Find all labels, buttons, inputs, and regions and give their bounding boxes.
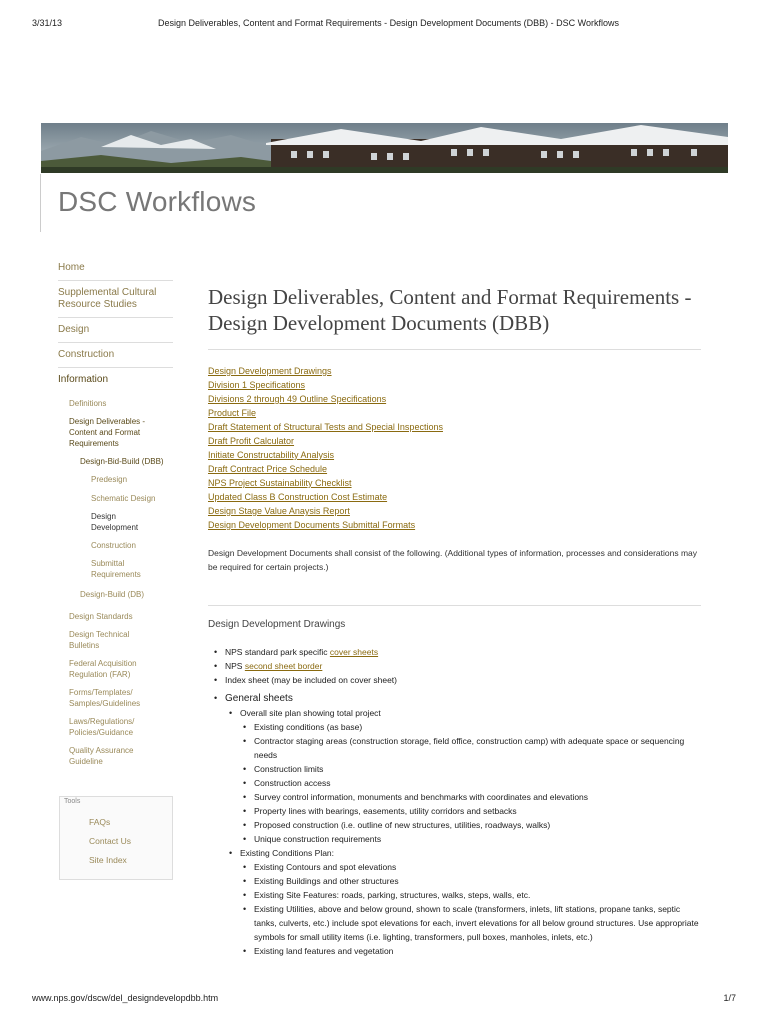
link-class-b-cost-estimate[interactable]: Updated Class B Construction Cost Estimate	[208, 492, 388, 502]
print-title: Design Deliverables, Content and Format Requirements - Design Development Documents (DBB) - DSC Workflows	[158, 18, 620, 28]
tools-faqs[interactable]: FAQs	[89, 817, 111, 827]
nav-design-build[interactable]: Design-Build (DB)	[80, 590, 145, 599]
section-links	[208, 364, 701, 532]
link-constructability-analysis[interactable]: Initiate Constructability Analysis	[208, 450, 335, 460]
drawings-list	[208, 645, 701, 958]
nav-design-technical-bulletins[interactable]: Design Technical Bulletins	[69, 630, 130, 650]
print-page-number: 1/7	[723, 993, 736, 1003]
list-item	[240, 706, 701, 846]
list-item: • Property lines with bearings, easements, utility corridors and setbacks	[254, 804, 701, 818]
list-item: • Contractor staging areas (construction storage, field office, construction camp) with adequate space or sequencing needs	[254, 734, 701, 762]
nav-design-deliverables[interactable]: Design Deliverables - Content and Format Requirements	[69, 417, 146, 448]
link-contract-price-schedule[interactable]: Draft Contract Price Schedule	[208, 464, 328, 474]
link-draft-profit-calculator[interactable]: Draft Profit Calculator	[208, 436, 295, 446]
site-title[interactable]: DSC Workflows	[58, 186, 257, 217]
nav-submittal-requirements[interactable]: Submittal Requirements	[91, 559, 141, 579]
nav-supplemental-cultural[interactable]: Supplemental Cultural Resource Studies	[58, 287, 173, 318]
general-sheets-text: General sheets	[225, 693, 293, 704]
link-design-development-drawings[interactable]: Design Development Drawings	[208, 366, 332, 376]
list-item: • Existing Contours and spot elevations	[254, 860, 701, 874]
nav-dbb[interactable]: Design-Bid-Build (DBB)	[80, 457, 164, 466]
nav-construction[interactable]: Construction	[58, 349, 173, 368]
list-item	[225, 691, 701, 958]
nav-laws-regulations[interactable]: Laws/Regulations/ Policies/Guidance	[69, 717, 135, 737]
list-item	[240, 846, 701, 958]
second-sheet-prefix: NPS	[225, 661, 245, 671]
link-structural-tests[interactable]: Draft Statement of Structural Tests and Special Inspections	[208, 422, 443, 432]
list-item: • Construction limits	[254, 762, 701, 776]
header-divider	[40, 174, 41, 232]
nav-definitions[interactable]: Definitions	[69, 399, 107, 408]
cover-sheets-link[interactable]: cover sheets	[329, 647, 379, 657]
nav-far[interactable]: Federal Acquisition Regulation (FAR)	[69, 659, 137, 679]
print-url: www.nps.gov/dscw/del_designdevelopdbb.htm	[32, 993, 219, 1003]
nav-design-standards[interactable]: Design Standards	[69, 612, 133, 621]
sidebar-nav	[58, 262, 173, 767]
list-item: • Construction access	[254, 776, 701, 790]
nav-forms-templates[interactable]: Forms/Templates/ Samples/Guidelines	[69, 688, 141, 708]
section-heading: Design Development Drawings	[208, 619, 346, 630]
list-item: • Existing Utilities, above and below ground, shown to scale (transformers, inlets, lift stations, propane tanks, septic tanks, culverts, etc.) include spot elevations for each, invert elevations for all below ground structures. Use appropriate symbols for small utility items (i.e. lighting, transformers, pull boxes, manholes, inlets, etc.)	[254, 902, 701, 944]
nav-predesign[interactable]: Predesign	[91, 475, 128, 484]
section-divider	[208, 605, 701, 606]
title-divider	[208, 349, 701, 350]
list-item	[225, 645, 701, 659]
link-product-file[interactable]: Product File	[208, 408, 257, 418]
nav-design-development[interactable]: Design Development	[91, 512, 139, 532]
nav-schematic-design[interactable]: Schematic Design	[91, 494, 156, 503]
nav-information[interactable]: Information	[58, 374, 109, 385]
list-item: • Proposed construction (i.e. outline of new structures, utilities, roadways, walks)	[254, 818, 701, 832]
list-item: • Existing Site Features: roads, parking, structures, walks, steps, walls, etc.	[254, 888, 701, 902]
tools-label: Tools	[64, 798, 81, 805]
nav-construction-sub[interactable]: Construction	[91, 541, 136, 550]
tools-contact-us[interactable]: Contact Us	[89, 836, 132, 846]
link-divisions-2-49-outline[interactable]: Divisions 2 through 49 Outline Specifications	[208, 394, 387, 404]
nav-home[interactable]: Home	[58, 262, 173, 281]
print-date: 3/31/13	[32, 18, 63, 28]
list-item: • Existing land features and vegetation	[254, 944, 701, 958]
tools-site-index[interactable]: Site Index	[89, 855, 127, 865]
intro-text: Design Development Documents shall consist of the following. (Additional types of information, processes and considerations may be required for certain projects.)	[208, 548, 697, 572]
link-sustainability-checklist[interactable]: NPS Project Sustainability Checklist	[208, 478, 352, 488]
list-item: • Survey control information, monuments and benchmarks with coordinates and elevations	[254, 790, 701, 804]
list-item: • Unique construction requirements	[254, 832, 701, 846]
tools-box	[59, 796, 173, 880]
link-division-1-specifications[interactable]: Division 1 Specifications	[208, 380, 306, 390]
main-content	[208, 284, 701, 958]
overall-site-plan-text: Overall site plan showing total project	[240, 708, 381, 718]
cover-sheets-prefix: NPS standard park specific	[225, 647, 330, 657]
index-sheet-text: Index sheet (may be included on cover sheet)	[225, 675, 397, 685]
banner-image	[41, 123, 728, 173]
list-item	[225, 673, 701, 687]
nav-design[interactable]: Design	[58, 324, 173, 343]
link-submittal-formats[interactable]: Design Development Documents Submittal Formats	[208, 520, 416, 530]
existing-conditions-text: Existing Conditions Plan:	[240, 848, 335, 858]
link-value-analysis-report[interactable]: Design Stage Value Anaysis Report	[208, 506, 350, 516]
page-title: Design Deliverables, Content and Format Requirements - Design Development Documents (DBB)	[208, 285, 692, 335]
list-item	[225, 659, 701, 673]
list-item: • Existing Buildings and other structures	[254, 874, 701, 888]
list-item: • Existing conditions (as base)	[254, 720, 701, 734]
second-sheet-border-link[interactable]: second sheet border	[244, 661, 323, 671]
nav-quality-assurance[interactable]: Quality Assurance Guideline	[69, 746, 134, 766]
